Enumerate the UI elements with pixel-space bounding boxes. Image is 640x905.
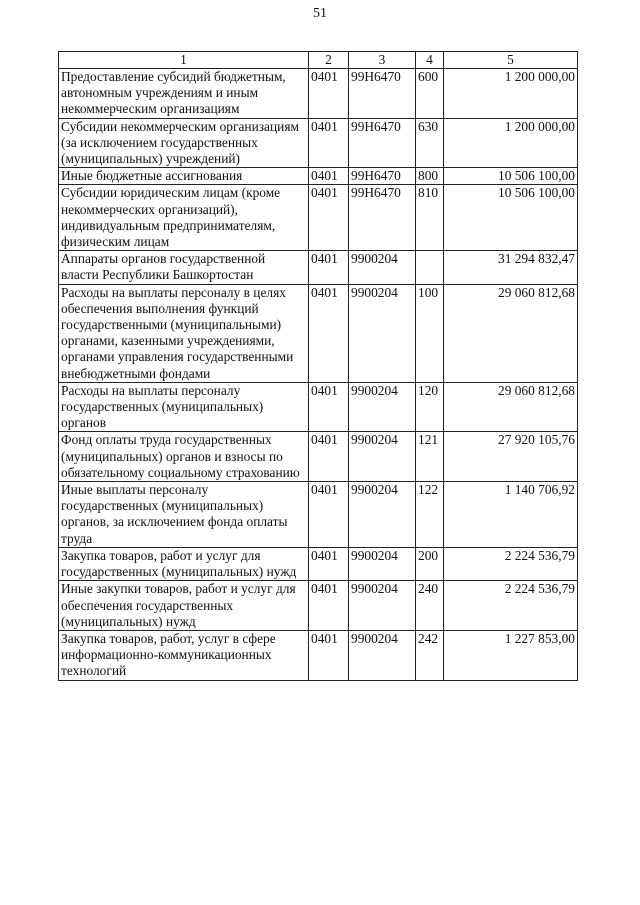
row-amount: 1 200 000,00 xyxy=(444,69,578,119)
row-section-code: 0401 xyxy=(309,630,349,680)
header-col-5: 5 xyxy=(444,52,578,69)
row-target-code: 9900204 xyxy=(349,432,416,482)
row-target-code: 9900204 xyxy=(349,382,416,432)
row-target-code: 99Н6470 xyxy=(349,168,416,185)
row-name: Субсидии юридическим лицам (кроме некоммерческих организаций), индивидуальным предпринимателям, физическим лицам xyxy=(59,185,309,251)
row-expense-code: 800 xyxy=(416,168,444,185)
row-amount: 27 920 105,76 xyxy=(444,432,578,482)
row-name: Предоставление субсидий бюджетным, автономным учреждениям и иным некоммерческим организациям xyxy=(59,69,309,119)
row-amount: 1 200 000,00 xyxy=(444,118,578,168)
row-target-code: 9900204 xyxy=(349,482,416,548)
table-row xyxy=(59,482,578,548)
row-name: Закупка товаров, работ и услуг для государственных (муниципальных) нужд xyxy=(59,547,309,580)
row-target-code: 9900204 xyxy=(349,547,416,580)
row-expense-code: 120 xyxy=(416,382,444,432)
row-amount: 29 060 812,68 xyxy=(444,382,578,432)
row-target-code: 9900204 xyxy=(349,251,416,284)
row-amount: 2 224 536,79 xyxy=(444,581,578,631)
table-row xyxy=(59,630,578,680)
row-amount: 29 060 812,68 xyxy=(444,284,578,382)
row-section-code: 0401 xyxy=(309,69,349,119)
row-section-code: 0401 xyxy=(309,382,349,432)
row-section-code: 0401 xyxy=(309,185,349,251)
row-target-code: 9900204 xyxy=(349,284,416,382)
row-section-code: 0401 xyxy=(309,581,349,631)
row-expense-code: 810 xyxy=(416,185,444,251)
row-name: Иные закупки товаров, работ и услуг для обеспечения государственных (муниципальных) нужд xyxy=(59,581,309,631)
row-name: Закупка товаров, работ, услуг в сфере информационно-коммуникационных технологий xyxy=(59,630,309,680)
row-name: Расходы на выплаты персоналу государственных (муниципальных) органов xyxy=(59,382,309,432)
row-amount: 1 227 853,00 xyxy=(444,630,578,680)
row-section-code: 0401 xyxy=(309,432,349,482)
row-name: Иные бюджетные ассигнования xyxy=(59,168,309,185)
page-number: 51 xyxy=(313,6,327,21)
row-target-code: 99Н6470 xyxy=(349,185,416,251)
row-target-code: 99Н6470 xyxy=(349,118,416,168)
row-expense-code: 100 xyxy=(416,284,444,382)
row-name: Фонд оплаты труда государственных (муниципальных) органов и взносы по обязательному социальному страхованию xyxy=(59,432,309,482)
row-amount: 2 224 536,79 xyxy=(444,547,578,580)
row-expense-code: 200 xyxy=(416,547,444,580)
row-name: Иные выплаты персоналу государственных (муниципальных) органов, за исключением фонда оплаты труда xyxy=(59,482,309,548)
table-row xyxy=(59,581,578,631)
row-amount: 10 506 100,00 xyxy=(444,185,578,251)
row-expense-code: 600 xyxy=(416,69,444,119)
row-section-code: 0401 xyxy=(309,168,349,185)
header-col-1: 1 xyxy=(59,52,309,69)
row-section-code: 0401 xyxy=(309,251,349,284)
row-amount: 10 506 100,00 xyxy=(444,168,578,185)
table-row xyxy=(59,69,578,119)
table-row xyxy=(59,118,578,168)
row-target-code: 9900204 xyxy=(349,581,416,631)
row-name: Аппараты органов государственной власти Республики Башкортостан xyxy=(59,251,309,284)
row-expense-code: 240 xyxy=(416,581,444,631)
header-row xyxy=(59,52,578,69)
row-section-code: 0401 xyxy=(309,547,349,580)
row-target-code: 9900204 xyxy=(349,630,416,680)
table-row xyxy=(59,382,578,432)
row-section-code: 0401 xyxy=(309,482,349,548)
row-section-code: 0401 xyxy=(309,284,349,382)
header-col-3: 3 xyxy=(349,52,416,69)
table-row xyxy=(59,168,578,185)
budget-table xyxy=(58,51,578,681)
row-expense-code: 630 xyxy=(416,118,444,168)
header-col-4: 4 xyxy=(416,52,444,69)
row-amount: 31 294 832,47 xyxy=(444,251,578,284)
row-name: Субсидии некоммерческим организациям (за исключением государственных (муниципальных) учреждений) xyxy=(59,118,309,168)
table-row xyxy=(59,284,578,382)
header-col-2: 2 xyxy=(309,52,349,69)
table-row xyxy=(59,432,578,482)
row-expense-code: 121 xyxy=(416,432,444,482)
table-row xyxy=(59,185,578,251)
table-row xyxy=(59,251,578,284)
row-amount: 1 140 706,92 xyxy=(444,482,578,548)
table-row xyxy=(59,547,578,580)
row-target-code: 99Н6470 xyxy=(349,69,416,119)
row-expense-code: 242 xyxy=(416,630,444,680)
row-expense-code: 122 xyxy=(416,482,444,548)
row-name: Расходы на выплаты персоналу в целях обеспечения выполнения функций государственными (муниципальными) органами, казенными учреждениями, органами управления государственными внебюджетными фондами xyxy=(59,284,309,382)
row-expense-code xyxy=(416,251,444,284)
row-section-code: 0401 xyxy=(309,118,349,168)
